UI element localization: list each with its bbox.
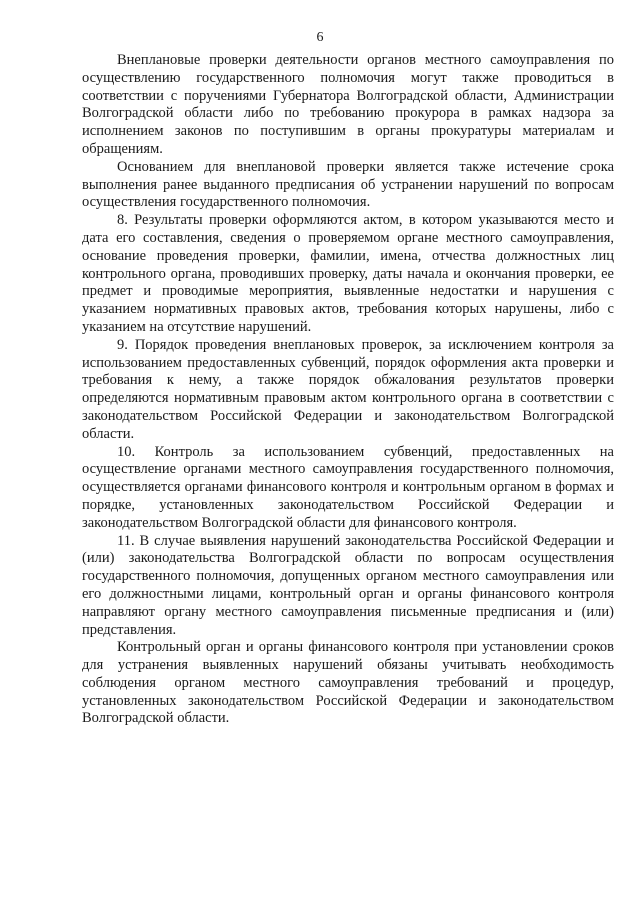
paragraph-item-11: 11. В случае выявления нарушений законодательства Российской Федерации и (или) законодательства Волгоградской области по вопросам осуществления государственного полномочия, допущенных органом местного самоуправления или его должностными лицами, контрольный орган и органы финансового контроля направляют органу местного самоуправления письменные предписания и (или) представления. bbox=[82, 532, 614, 638]
paragraph-item-10: 10. Контроль за использованием субвенций, предоставленных на осуществление органами местного самоуправления государственного полномочия, осуществляется органами финансового контроля и контрольным органом в формах и порядке, установленных законодательством Российской Федерации и законодательством Волгоградской области для финансового контроля. bbox=[82, 443, 614, 531]
page-number: 6 bbox=[316, 30, 324, 45]
paragraph-item-8: 8. Результаты проверки оформляются актом, в котором указываются место и дата его составления, сведения о проверяемом органе местного самоуправления, основание проведения проверки, фамилии, имена, отчества должностных лиц контрольного органа, проводивших проверку, даты начала и окончания проверки, ее предмет и проводимые мероприятия, выявленные недостатки и нарушения с указанием нормативных правовых актов, требования которых нарушены, либо с указанием на отсутствие нарушений. bbox=[82, 212, 614, 335]
paragraph-inspection-grounds: Основанием для внеплановой проверки является также истечение срока выполнения ранее выданного предписания об устранении нарушений по вопросам осуществления государственного полномочия. bbox=[82, 158, 614, 211]
paragraph-deadlines: Контрольный орган и органы финансового контроля при установлении сроков для устранения выявленных нарушений обязаны учитывать необходимость соблюдения органом местного самоуправления требований и процедур, установленных законодательством Российской Федерации и законодательством Волгоградской области. bbox=[82, 639, 614, 727]
paragraph-unscheduled-inspections: Внеплановые проверки деятельности органов местного самоуправления по осуществлению государственного полномочия могут также проводиться в соответствии с поручениями Губернатора Волгоградской области, Администрации Волгоградской области либо по требованию прокурора в рамках надзора за исполнением законов по поступившим в органы прокуратуры материалам и обращениям. bbox=[82, 52, 614, 157]
document-body bbox=[82, 52, 614, 728]
paragraph-item-9: 9. Порядок проведения внеплановых проверок, за исключением контроля за использованием предоставленных субвенций, порядок оформления акта проверки и требования к нему, а также порядок обжалования результатов проверки определяются нормативным правовым актом контрольного органа в соответствии с законодательством Российской Федерации и законодательством Волгоградской области. bbox=[82, 336, 614, 442]
